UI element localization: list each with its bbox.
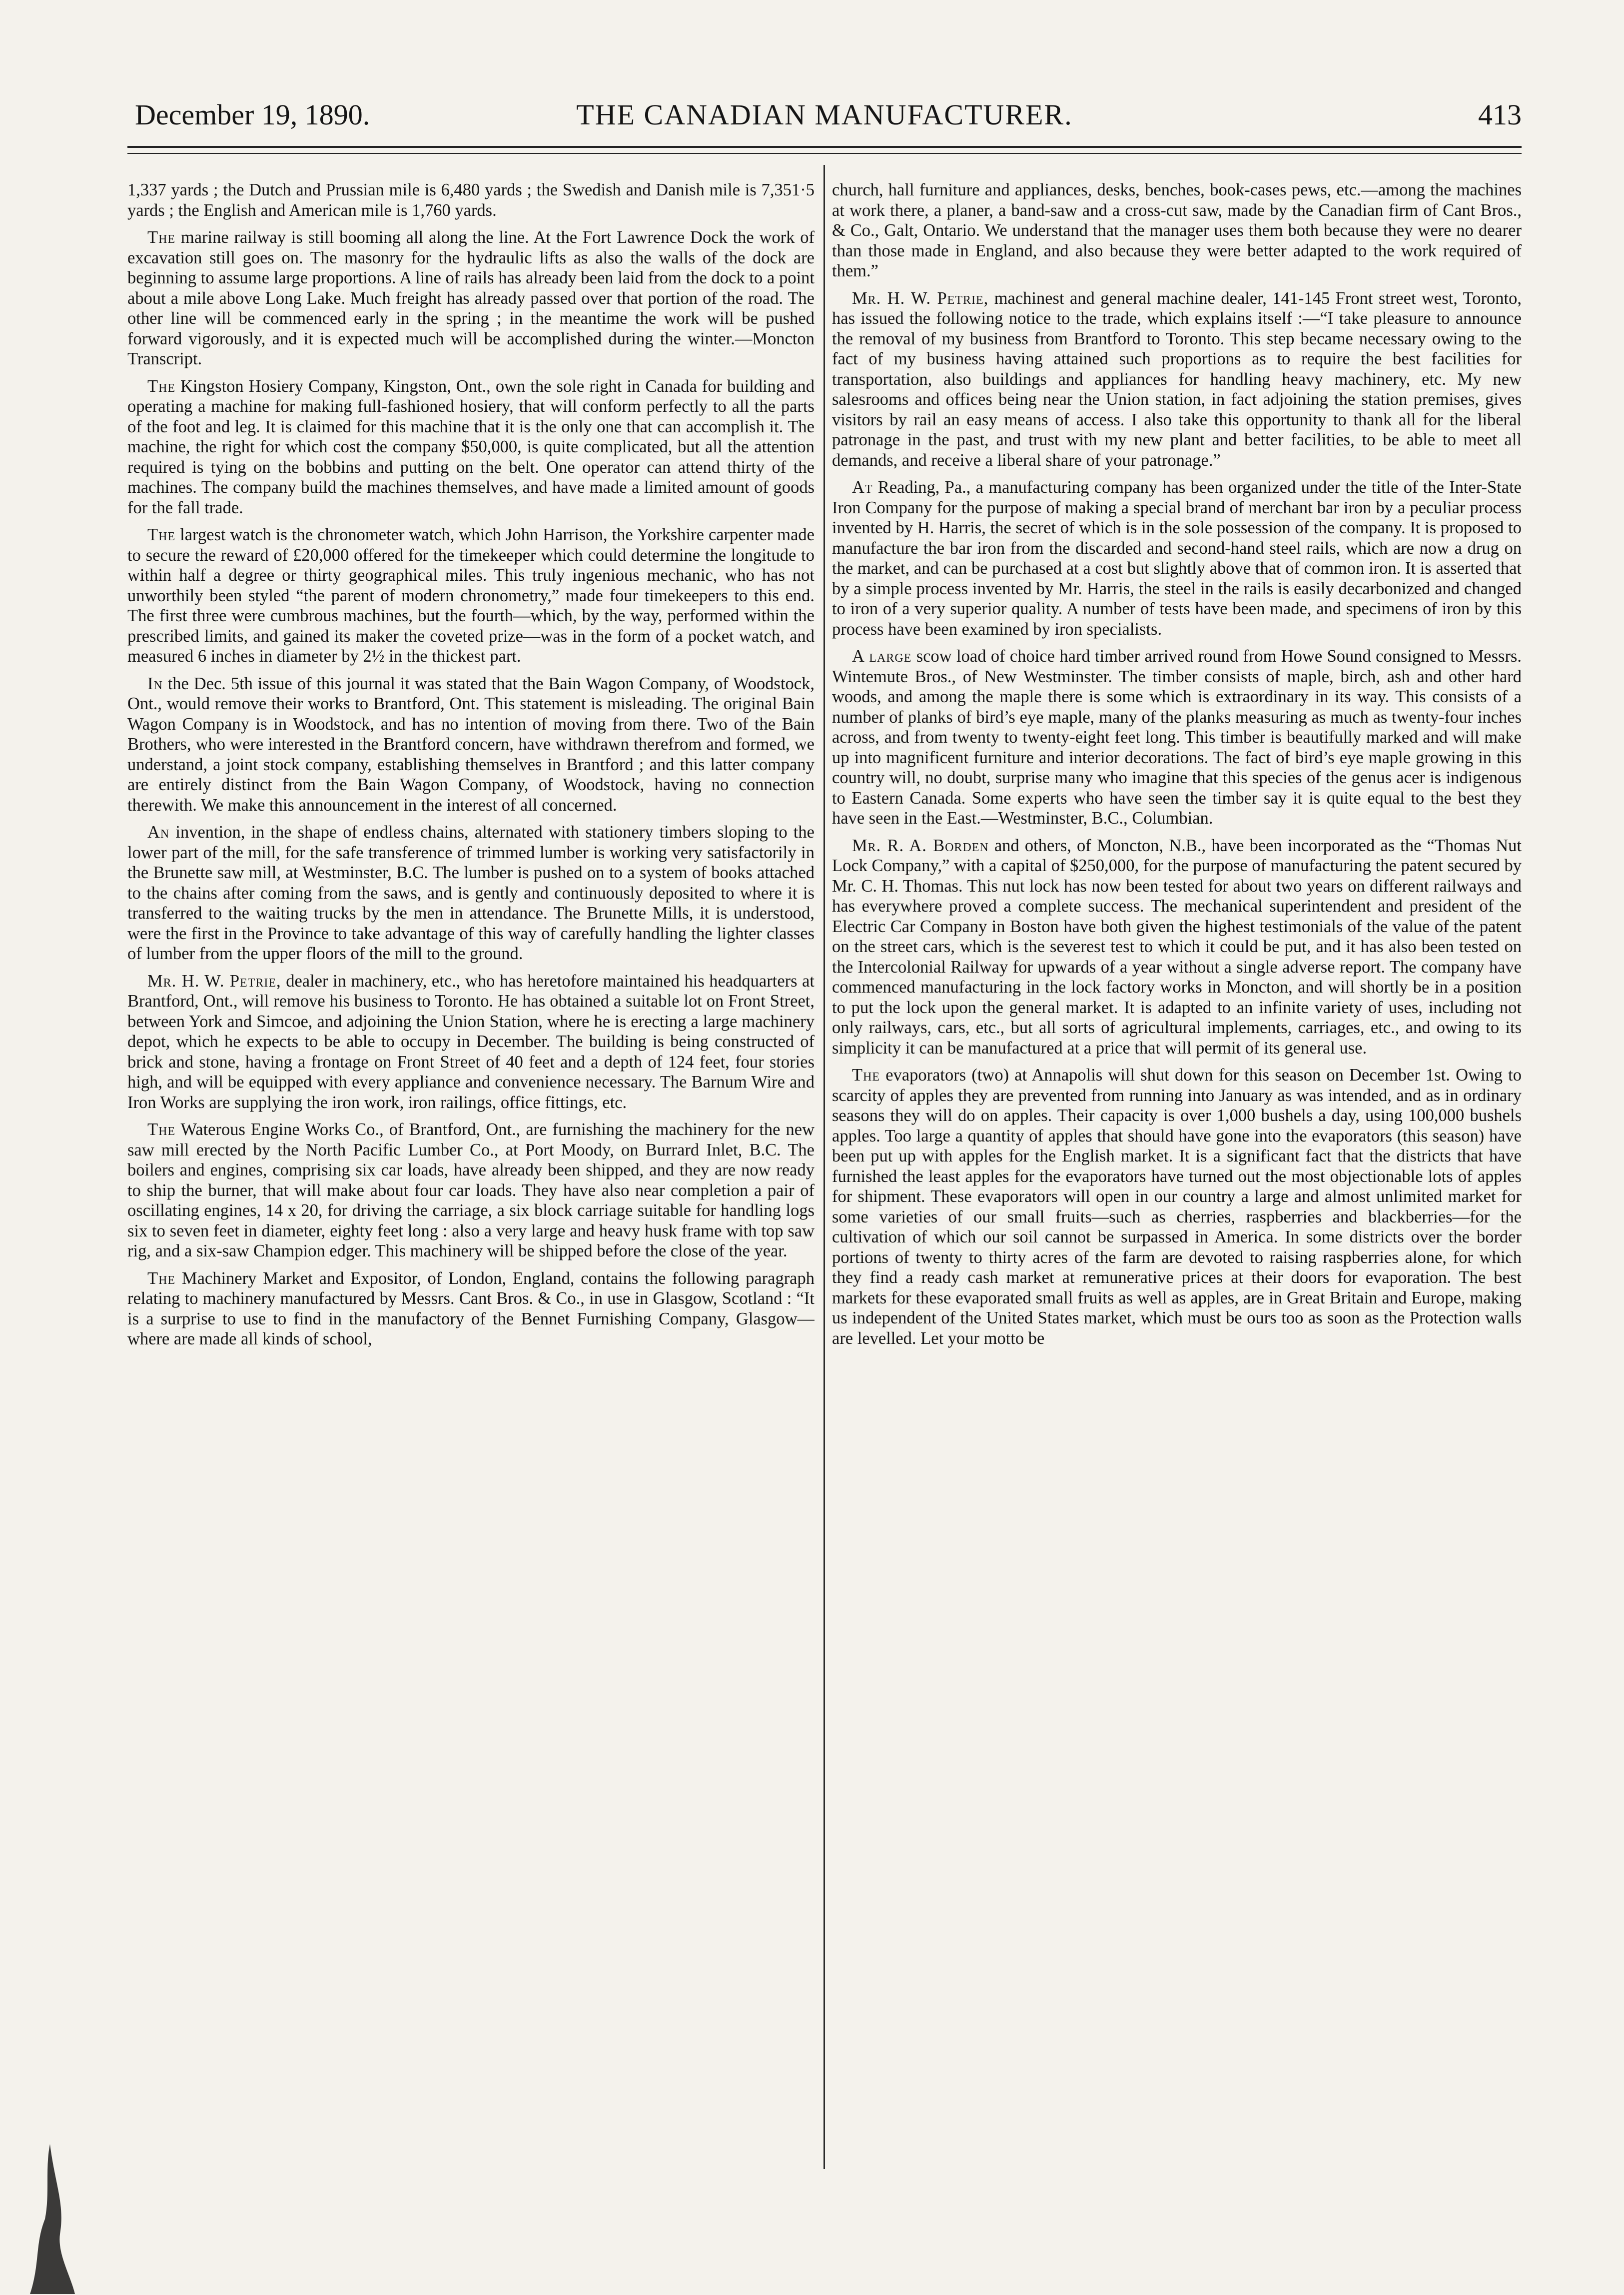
header-rule-thin — [127, 153, 1522, 154]
article-paragraph: At Reading, Pa., a manufacturing company has been organized under the title of the Inter-State Iron Company for the purpose of making a special brand of merchant bar iron by a peculiar process invented by H. Harris, the secret of which is in the sole possession of the company. It is proposed to manufacture the bar iron from the discarded and second-hand steel rails, which are now a drug on the market, and can be purchased at a cost but slightly above that of common iron. It is asserted that by a simple process invented by Mr. Harris, the steel in the rails is easily decarbonized and changed to iron of a very superior quality. A number of tests have been made, and specimens of iron by this process have been examined by iron specialists. — [832, 478, 1522, 639]
article-paragraph: The evaporators (two) at Annapolis will shut down for this season on December 1st. Owing to scarcity of apples they are prevented from running into January as was intended, and as in ordinary seasons they will do on apples. Their capacity is over 1,000 bushels a day, using 100,000 bushels apples. Too large a quantity of apples that should have gone into the evaporators (this season) have been put up with apples for the English market. It is a significant fact that the districts that have furnished the least apples for the evaporators have turned out the most objectionable lots of apples for shipment. These evaporators will open in our country a large and almost unlimited market for some varieties of our small fruits—such as cherries, raspberries and blackberries—for the cultivation of which our soil cannot be surpassed in America. In some districts over the border portions of twenty to thirty acres of the farm are devoted to raising raspberries alone, for which they find a ready cash market at remunerative prices at their doors for evaporation. The best markets for these evaporated small fruits as well as apples, are in Great Britain and Europe, making us independent of the United States market, which must be ours too as soon as the Protection walls are levelled. Let your motto be — [832, 1066, 1522, 1348]
article-paragraph: Mr. H. W. Petrie, machinest and general machine dealer, 141-145 Front street west, Toronto, has issued the following notice to the trade, which explains itself :—“I take pleasure to announce the removal of my business from Brantford to Toronto. This step became necessary owing to the fact of my business having attained such proportions as to require the best facilities for transportation, also buildings and appliances for handling heavy machinery, etc. My new salesrooms and offices being near the Union station, in fact adjoining the station premises, gives visitors by rail an easy means of access. I also take this opportunity to thank all for the liberal patronage in the past, and trust with my new plant and better facilities, to be able to meet all demands, and receive a liberal share of your patronage.” — [832, 288, 1522, 470]
header-rule — [127, 146, 1522, 148]
article-paragraph: Mr. H. W. Petrie, dealer in machinery, etc., who has heretofore maintained his headquarters at Brantford, Ont., will remove his business to Toronto. He has obtained a suitable lot on Front Street, between York and Simcoe, and adjoining the Union Station, where he is erecting a large machinery depot, which he expects to be able to occupy in December. The building is being constructed of brick and stone, having a frontage on Front Street of 40 feet and a depth of 124 feet, four stories high, and will be equipped with every appliance and convenience necessary. The Barnum Wire and Iron Works are supplying the iron work, iron railings, office fittings, etc. — [127, 971, 814, 1112]
left-column — [127, 180, 814, 2189]
article-paragraph: In the Dec. 5th issue of this journal it was stated that the Bain Wagon Company, of Woodstock, Ont., would remove their works to Brantford, Ont. This statement is misleading. The original Bain Wagon Company is in Woodstock, and has no intention of moving from there. Two of the Bain Brothers, who were interested in the Brantford concern, have withdrawn therefrom and formed, we understand, a joint stock company, establishing themselves in Brantford ; and this latter company are entirely distinct from the Bain Wagon Company, of Woodstock, having no connection therewith. We make this announcement in the interest of all concerned. — [127, 674, 814, 815]
article-paragraph: The Waterous Engine Works Co., of Brantford, Ont., are furnishing the machinery for the new saw mill erected by the North Pacific Lumber Co., at Port Moody, on Burrard Inlet, B.C. The boilers and engines, comprising six car loads, have already been shipped, and they are now ready to ship the burner, that will make about four car loads. They have also near completion a pair of oscillating engines, 14 x 20, for driving the carriage, a six block carriage suitable for handling logs six to seven feet in diameter, eighty feet long : also a very large and heavy husk frame with top saw rig, and a six-saw Champion edger. This machinery will be shipped before the close of the year. — [127, 1120, 814, 1260]
issue-date: December 19, 1890. — [135, 98, 370, 131]
article-paragraph: church, hall furniture and appliances, desks, benches, book-cases pews, etc.—among the machines at work there, a planer, a band-saw and a cross-cut saw, made by the Canadian firm of Cant Bros., & Co., Galt, Ontario. We understand that the manager uses them both because they were no dearer than those made in England, and also because they were better adapted to the work required of them.” — [832, 180, 1522, 280]
publication-title: THE CANADIAN MANUFACTURER. — [576, 98, 1073, 131]
article-paragraph: 1,337 yards ; the Dutch and Prussian mile is 6,480 yards ; the Swedish and Danish mile is 7,351·5 yards ; the English and American mile is 1,760 yards. — [127, 180, 814, 220]
article-paragraph: The Machinery Market and Expositor, of London, England, contains the following paragraph relating to machinery manufactured by Messrs. Cant Bros. & Co., in use in Glasgow, Scotland : “It is a surprise to use to find in the manufactory of the Bennet Furnishing Company, Glasgow—where are made all kinds of school, — [127, 1268, 814, 1348]
article-paragraph: A large scow load of choice hard timber arrived round from Howe Sound consigned to Messrs. Wintemute Bros., of New Westminster. The timber consists of maple, birch, ash and other hard woods, and among the maple there is some which is extraordinary in its way. This consists of a number of planks of bird’s eye maple, many of the planks measuring as much as twenty-four inches across, and from twenty to twenty-eight feet long. This timber is beautifully marked and will make up into magnificent furniture and interior decorations. The fact of bird’s eye maple growing in this country will, no doubt, surprise many who imagine that this species of the genus acer is indigenous to Eastern Canada. Some experts who have seen the timber say it is quite equal to the best they have seen in the East.—Westminster, B.C., Columbian. — [832, 647, 1522, 828]
article-paragraph: An invention, in the shape of endless chains, alternated with stationery timbers sloping to the lower part of the mill, for the safe transference of trimmed lumber is working very satisfactorily in the Brunette saw mill, at Westminster, B.C. The lumber is pushed on to a system of books attached to the chains after coming from the saws, and is gently and continuously deposited to where it is transferred to the waiting trucks by the men in attendance. The Brunette Mills, it is understood, were the first in the Province to take advantage of this way of carefully handling the lighter classes of lumber from the upper floors of the mill to the ground. — [127, 823, 814, 963]
article-paragraph: The marine railway is still booming all along the line. At the Fort Lawrence Dock the work of excavation still goes on. The masonry for the hydraulic lifts as also the walls of the dock are beginning to assume large proportions. A line of rails has already been laid from the dock to a point about a mile above Long Lake. Much freight has already passed over that portion of the road. The other line will be commenced early in the spring ; in the meantime the work will be pushed forward vigorously, and it is expected much will be accomplished during the winter.—Moncton Transcript. — [127, 228, 814, 368]
margin-smudge — [30, 2144, 75, 2294]
page-number: 413 — [1478, 98, 1522, 131]
article-paragraph: The largest watch is the chronometer watch, which John Harrison, the Yorkshire carpenter made to secure the reward of £20,000 offered for the timekeeper which could determine the longitude to within half a degree or thirty geographical miles. This truly ingenious mechanic, who has not unworthily been styled “the parent of modern chronometry,” made four timekeepers to this end. The first three were cumbrous machines, but the fourth—which, by the way, performed within the prescribed limits, and gained its maker the coveted prize—was in the form of a pocket watch, and measured 6 inches in diameter by 2½ in the thickest part. — [127, 525, 814, 666]
article-paragraph: Mr. R. A. Borden and others, of Moncton, N.B., have been incorporated as the “Thomas Nut Lock Company,” with a capital of $250,000, for the purpose of manufacturing the patent secured by Mr. C. H. Thomas. This nut lock has now been tested for about two years on different railways and has everywhere proved a complete success. The mechanical superintendent and president of the Electric Car Company in Boston have both given the highest testimonials of the value of the patent on the street cars, which is the severest test to which it could be put, and it has also been tested on the Intercolonial Railway for upwards of a year without a single adverse report. The company have commenced manufacturing in the lock factory works in Moncton, and will shortly be in a position to put the lock upon the general market. It is adapted to an infinite variety of uses, including not only railways, cars, etc., but all sorts of agricultural implements, carriages, etc., and owing to its simplicity it can be manufactured at a price that will permit of its general use. — [832, 836, 1522, 1058]
article-paragraph: The Kingston Hosiery Company, Kingston, Ont., own the sole right in Canada for building and operating a machine for making full-fashioned hosiery, that will conform perfectly to all the parts of the foot and leg. It is claimed for this machine that it is the only one that can accomplish it. The machine, the right for which cost the company $50,000, is quite complicated, but all the attention required is tying on the bobbins and putting on the belt. One operator can attend thirty of the machines. The company build the machines themselves, and have made a limited amount of goods for the fall trade. — [127, 376, 814, 517]
right-column — [832, 180, 1522, 2189]
masthead — [127, 95, 1522, 135]
column-divider — [823, 165, 825, 2169]
